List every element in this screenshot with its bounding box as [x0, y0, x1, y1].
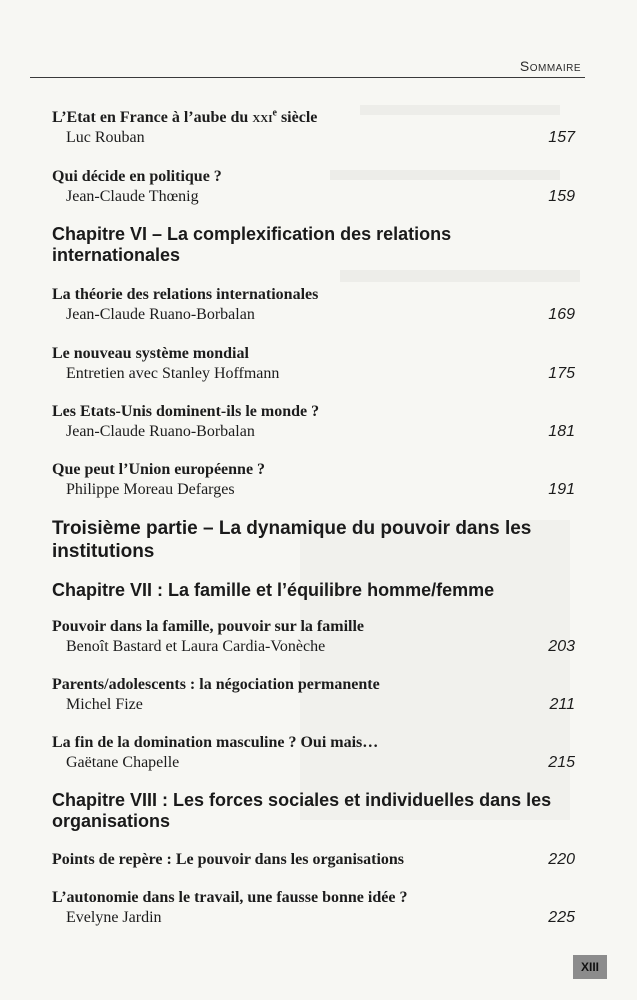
- entry-page-number: 215: [548, 754, 575, 771]
- entry-author: Benoît Bastard et Laura Cardia-Vonèche: [66, 638, 326, 655]
- entry-page-number: 157: [548, 129, 575, 146]
- entry-title: L’Etat en France à l’aube du xxi$^e$ siècle: [52, 107, 318, 126]
- entry-page-number: 175: [548, 365, 575, 382]
- entry-page-number: 169: [548, 306, 575, 323]
- entry-author: Jean-Claude Ruano-Borbalan: [66, 306, 255, 323]
- entry-author: Gaëtane Chapelle: [66, 754, 180, 771]
- folio-page-number: XIII: [573, 955, 607, 979]
- toc-entry: [52, 285, 575, 325]
- header-rule: [30, 77, 585, 78]
- show-through-shadow: [340, 270, 580, 282]
- toc-entry: [52, 888, 575, 928]
- entry-title: Qui décide en politique ?: [52, 168, 222, 185]
- entry-author: Michel Fize: [66, 696, 143, 713]
- entry-page-number: 181: [548, 423, 575, 440]
- entry-title: Le nouveau système mondial: [52, 345, 249, 362]
- toc-entry: [52, 167, 575, 207]
- entry-page-number: 211: [549, 696, 575, 713]
- entry-title: Que peut l’Union européenne ?: [52, 461, 266, 478]
- chapter-heading: Chapitre VI – La complexification des relations internationales: [52, 224, 452, 265]
- entry-page-number: 159: [548, 188, 575, 205]
- toc-entry: [52, 675, 575, 715]
- part-heading: Troisième partie – La dynamique du pouvoir dans les institutions: [52, 518, 532, 562]
- running-head: Sommaire: [519, 58, 581, 74]
- entry-title: Parents/adolescents : la négociation permanente: [52, 676, 380, 693]
- toc-entry: [52, 344, 575, 384]
- entry-author: Evelyne Jardin: [66, 909, 162, 926]
- entry-title: La fin de la domination masculine ? Oui mais…: [52, 734, 379, 751]
- show-through-shadow: [300, 520, 570, 820]
- toc-entry: [52, 850, 575, 870]
- entry-author: Luc Rouban: [66, 129, 145, 146]
- entry-title: L’autonomie dans le travail, une fausse bonne idée ?: [52, 889, 408, 906]
- chapter-heading: Chapitre VII : La famille et l’équilibre homme/femme: [52, 580, 495, 600]
- entry-page-number: 191: [548, 481, 575, 498]
- entry-page-number: 203: [548, 638, 575, 655]
- entry-page-number: 225: [548, 909, 575, 926]
- entry-author: Philippe Moreau Defarges: [66, 481, 235, 498]
- entry-page-number: 220: [548, 851, 575, 868]
- entry-title: Points de repère : Le pouvoir dans les organisations: [52, 851, 405, 868]
- entry-author: Entretien avec Stanley Hoffmann: [66, 365, 280, 382]
- toc-entry: [52, 733, 575, 773]
- entry-title: Pouvoir dans la famille, pouvoir sur la famille: [52, 618, 365, 635]
- toc-entry: [52, 617, 575, 657]
- entry-title: La théorie des relations internationales: [52, 286, 319, 303]
- toc-entry: [52, 460, 575, 500]
- entry-author: Jean-Claude Thœnig: [66, 188, 199, 205]
- toc-entry: [52, 108, 575, 148]
- toc-entry: [52, 402, 575, 442]
- entry-author: Jean-Claude Ruano-Borbalan: [66, 423, 255, 440]
- entry-title: Les Etats-Unis dominent-ils le monde ?: [52, 403, 320, 420]
- chapter-heading: Chapitre VIII : Les forces sociales et individuelles dans les organisations: [52, 790, 552, 831]
